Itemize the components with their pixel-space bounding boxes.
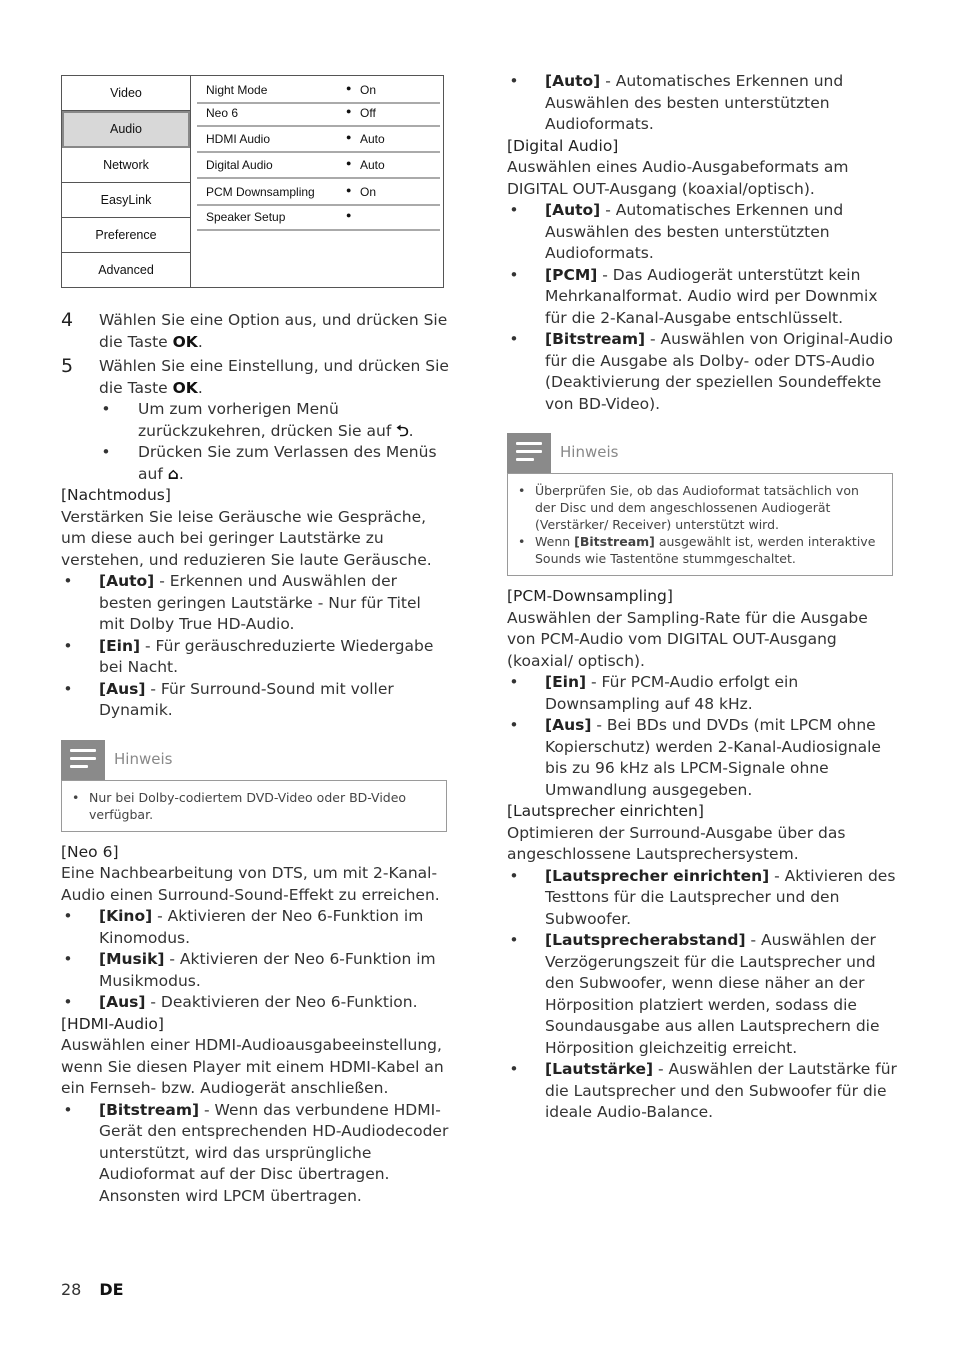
- note-header: [61, 740, 451, 780]
- option-digital-audio[interactable]: [197, 153, 440, 179]
- bullet: •: [518, 483, 526, 498]
- option-name: Speaker Setup: [206, 210, 286, 224]
- substep-text: Drücken Sie zum Verlassen des Menüs auf: [138, 443, 437, 483]
- bullet: •: [509, 330, 519, 348]
- home-icon: ⌂: [167, 464, 179, 483]
- tab-network[interactable]: Network: [62, 148, 190, 183]
- note-item: [518, 533, 882, 567]
- ok-key: OK: [172, 378, 198, 397]
- bullet: •: [509, 673, 519, 691]
- step-4: [61, 310, 451, 353]
- bullet: •: [63, 679, 73, 698]
- neo6-item-musik: [61, 949, 451, 992]
- bullet: •: [63, 572, 73, 590]
- note-header: [507, 433, 897, 473]
- bullet: •: [509, 1060, 519, 1078]
- item-key: [Aus]: [99, 993, 146, 1011]
- step-end: .: [197, 332, 203, 351]
- substep-text: Um zum vorherigen Menü zurückzukehren, drücken Sie auf: [138, 400, 397, 440]
- bullet: •: [72, 789, 80, 805]
- option-speaker-setup[interactable]: [197, 205, 440, 231]
- page-number: 28: [61, 1280, 82, 1299]
- item-key: [Musik]: [99, 950, 165, 968]
- substep-end: .: [178, 464, 184, 483]
- night-desc: Verstärken Sie leise Geräusche wie Gespräche, um diese auch bei geringer Lautstärke zu verstehen, und reduzieren Sie laute Geräusche.: [61, 507, 432, 569]
- item-text: - Automatisches Erkennen und Auswählen des besten unterstützten Audioformats.: [545, 72, 844, 133]
- tab-easylink[interactable]: EasyLink: [62, 183, 190, 218]
- item-text: - Aktivieren der Neo 6-Funktion im Kinomodus.: [99, 907, 424, 947]
- digital-desc: Auswählen eines Audio-Ausgabeformats am DIGITAL OUT-Ausgang (koaxial/optisch).: [507, 158, 849, 198]
- digital-item-pcm: [507, 265, 897, 330]
- bullet: •: [63, 1100, 73, 1119]
- page-footer: [61, 1280, 124, 1299]
- substep-home: [61, 442, 451, 485]
- night-title: [Nachtmodus]: [61, 486, 171, 504]
- bullet: •: [509, 201, 519, 219]
- substep-back: [61, 399, 451, 442]
- option-neo-6[interactable]: [197, 101, 440, 127]
- hdmi-desc: Auswählen einer HDMI-Audioausgabeeinstellung, wenn Sie diesen Player mit einem HDMI-Kabel an ein Fernseh- bzw. Audiogerät anschließen.: [61, 1036, 444, 1097]
- hdmi-item-bitstream: [61, 1100, 451, 1208]
- option-value: Auto: [360, 132, 385, 146]
- option-name: PCM Downsampling: [206, 185, 315, 199]
- bullet: •: [63, 636, 73, 655]
- item-text: - Bei BDs und DVDs (mit LPCM ohne Kopierschutz) werden 2-Kanal-Audiosignale bis zu 96 kHz als LPCM-Signale ohne Umwandlung ausgegeben.: [545, 716, 881, 799]
- note-title: Hinweis: [114, 749, 173, 768]
- option-hdmi-audio[interactable]: [197, 127, 440, 153]
- option-pcm-downsampling[interactable]: [197, 180, 440, 206]
- item-text: - Auswählen der Lautstärke für die Lautsprecher und den Subwoofer für die ideale Audio-Balance.: [545, 1060, 897, 1121]
- note-box: [507, 473, 893, 576]
- bullet-icon: ●: [346, 185, 352, 195]
- note-title: Hinweis: [560, 443, 619, 461]
- item-text: - Automatisches Erkennen und Auswählen des besten unterstützten Audioformats.: [545, 201, 844, 262]
- bullet-icon: ●: [346, 106, 352, 116]
- item-text: - Aktivieren des Testtons für die Lautsprecher und den Subwoofer.: [545, 866, 896, 928]
- option-name: Night Mode: [206, 83, 268, 97]
- speaker-item-setup: [507, 866, 897, 931]
- item-text: - Auswählen der Verzögerungszeit für die Lautsprecher und den Subwoofer, wenn diese näher an der Hörposition platziert werden, sodass die Soundausgabe aus allen Lautsprechern die Hörposition gleichzeitig erreicht.: [545, 931, 880, 1057]
- item-key: [Ein]: [99, 636, 141, 655]
- option-value: Auto: [360, 158, 385, 172]
- bullet-icon: ●: [346, 158, 352, 168]
- item-key: [Kino]: [99, 907, 153, 925]
- speaker-desc: Optimieren der Surround-Ausgabe über das angeschlossene Lautsprechersystem.: [507, 823, 846, 863]
- pcm-desc: Auswählen der Sampling-Rate für die Ausgabe von PCM-Audio vom DIGITAL OUT-Ausgang (koaxial/ optisch).: [507, 608, 868, 670]
- step-number: 4: [61, 309, 74, 331]
- left-column: [61, 310, 451, 1207]
- bullet: •: [63, 907, 73, 925]
- item-key: [Auto]: [545, 201, 601, 219]
- speaker-item-distance: [507, 930, 897, 1059]
- bullet: •: [509, 931, 519, 949]
- option-value: On: [360, 185, 377, 199]
- night-item-ein: [61, 636, 451, 679]
- note-box: [61, 780, 447, 832]
- bullet: •: [518, 534, 526, 549]
- hdmi-title: [HDMI-Audio]: [61, 1014, 164, 1033]
- pcm-item-ein: [507, 672, 897, 715]
- step-number: 5: [61, 355, 74, 377]
- tab-advanced[interactable]: Advanced: [98, 263, 154, 277]
- substep-end: .: [408, 421, 414, 440]
- option-value: Off: [360, 106, 376, 120]
- option-name: HDMI Audio: [206, 132, 271, 146]
- pcm-item-aus: [507, 715, 897, 801]
- bullet: •: [101, 443, 111, 461]
- language-code: DE: [99, 1280, 124, 1299]
- hdmi-item-auto: [507, 71, 897, 136]
- item-text: - Aktivieren der Neo 6-Funktion im Musikmodus.: [99, 950, 436, 990]
- item-key: [PCM]: [545, 265, 598, 284]
- back-icon: ⮌: [396, 421, 409, 440]
- step-text: Wählen Sie eine Einstellung, und drücken Sie die Taste: [99, 357, 449, 397]
- note-item: [72, 789, 436, 823]
- bullet-icon: ●: [346, 132, 352, 142]
- item-text: - Das Audiogerät unterstützt kein Mehrkanalformat. Audio wird per Downmix für die 2-Kanal-Ausgabe entschlüsselt.: [545, 265, 878, 327]
- item-key: [Lautstärke]: [545, 1060, 654, 1078]
- note-text: Nur bei Dolby-codiertem DVD-Video oder BD-Video verfügbar.: [89, 789, 407, 822]
- item-key: [Bitstream]: [99, 1100, 200, 1119]
- bullet-icon: ●: [346, 83, 352, 93]
- tab-video[interactable]: Video: [62, 76, 190, 111]
- item-text: - Deaktivieren der Neo 6-Funktion.: [145, 993, 418, 1011]
- note-text-post: ausgewählt ist, werden interaktive Sounds wie Tastentöne stummgeschaltet.: [535, 534, 876, 566]
- bullet: •: [63, 950, 73, 968]
- item-key: [Lautsprecherabstand]: [545, 931, 746, 949]
- note-item: [518, 482, 882, 533]
- right-column: [507, 71, 897, 1124]
- step-text: Wählen Sie eine Option aus, und drücken Sie die Taste: [99, 311, 448, 351]
- item-key: [Auto]: [99, 572, 155, 590]
- item-text: - Für geräuschreduzierte Wiedergabe bei Nacht.: [99, 636, 434, 676]
- neo6-item-kino: [61, 906, 451, 949]
- bullet: •: [101, 400, 111, 418]
- neo6-desc: Eine Nachbearbeitung von DTS, um mit 2-Kanal-Audio einen Surround-Sound-Effekt zu erreichen.: [61, 864, 440, 904]
- speaker-title: [Lautsprecher einrichten]: [507, 802, 704, 820]
- night-item-aus: [61, 679, 451, 722]
- item-text: - Auswählen von Original-Audio für die Ausgabe als Dolby- oder DTS-Audio (Deaktivierung der speziellen Soundeffekte von BD-Video).: [545, 330, 894, 413]
- bullet: •: [509, 265, 519, 284]
- bullet: •: [63, 993, 73, 1011]
- bullet-icon: ●: [346, 210, 352, 220]
- item-key: [Ein]: [545, 673, 587, 691]
- digital-item-auto: [507, 200, 897, 265]
- bullet: •: [509, 866, 519, 885]
- pcm-title: [PCM-Downsampling]: [507, 587, 673, 605]
- digital-title: [Digital Audio]: [507, 136, 619, 155]
- note-text-pre: Wenn: [535, 534, 575, 549]
- item-key: [Bitstream]: [545, 330, 646, 348]
- speaker-item-volume: [507, 1059, 897, 1124]
- item-key: [Auto]: [545, 72, 601, 90]
- neo6-title: [Neo 6]: [61, 842, 119, 861]
- option-name: Digital Audio: [206, 158, 273, 172]
- digital-item-bitstream: [507, 329, 897, 415]
- note-2: [507, 433, 897, 576]
- step-end: .: [197, 378, 203, 397]
- bullet: •: [509, 72, 519, 90]
- tab-preference[interactable]: Preference: [62, 218, 190, 253]
- item-text: - Für Surround-Sound mit voller Dynamik.: [99, 679, 394, 719]
- option-value: On: [360, 83, 377, 97]
- neo6-item-aus: [61, 992, 451, 1014]
- menu-tabs: [62, 76, 191, 287]
- night-item-auto: [61, 571, 451, 636]
- item-key: [Aus]: [99, 679, 146, 698]
- tab-audio[interactable]: Audio: [62, 111, 190, 148]
- bullet: •: [509, 716, 519, 734]
- note-text: Überprüfen Sie, ob das Audioformat tatsächlich von der Disc und dem angeschlossenen Audiogerät (Verstärker/ Receiver) unterstützt wird.: [535, 483, 859, 532]
- note-icon: [507, 433, 551, 473]
- item-text: - Für PCM-Audio erfolgt ein Downsampling auf 48 kHz.: [545, 673, 799, 713]
- settings-menu: [61, 75, 444, 288]
- item-text: - Wenn das verbundene HDMI-Gerät den entsprechenden HD-Audiodecoder unterstützt, wird das ursprüngliche Audioformat auf der Disc übertragen. Ansonsten wird LPCM übertragen.: [99, 1100, 449, 1205]
- note-icon: [61, 740, 105, 780]
- item-text: - Erkennen und Auswählen der besten geringen Lautstärke - Nur für Titel mit Dolby True HD-Audio.: [99, 572, 421, 633]
- item-key: [Aus]: [545, 716, 592, 734]
- option-name: Neo 6: [206, 106, 239, 120]
- note-key: [Bitstream]: [574, 534, 655, 549]
- ok-key: OK: [172, 332, 198, 351]
- item-key: [Lautsprecher einrichten]: [545, 866, 770, 885]
- note-1: [61, 740, 451, 832]
- step-5: [61, 356, 451, 399]
